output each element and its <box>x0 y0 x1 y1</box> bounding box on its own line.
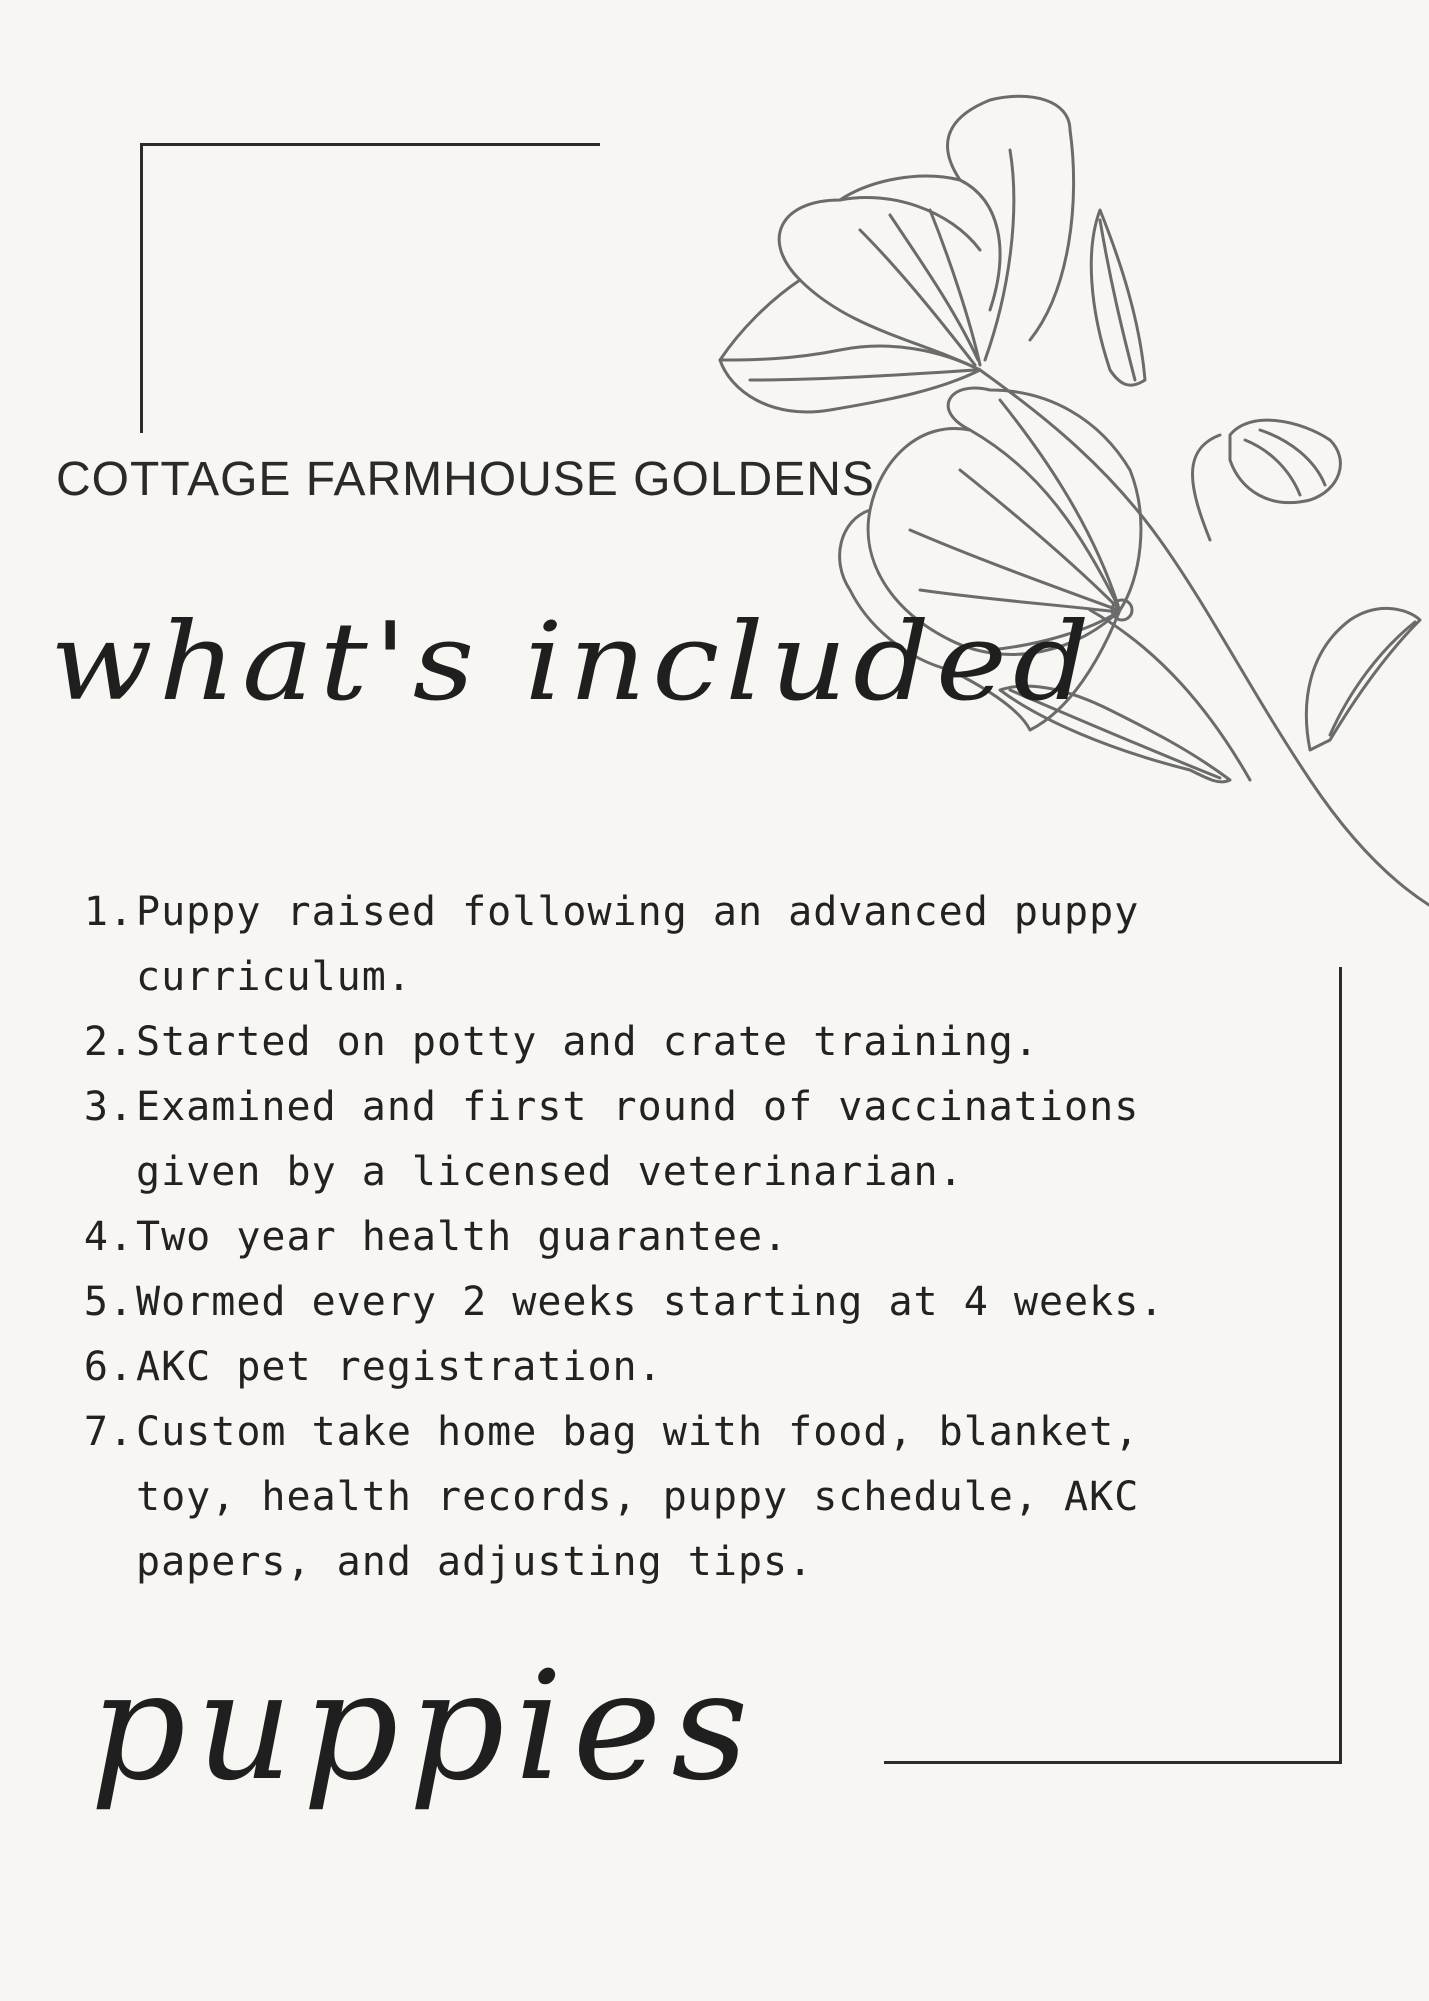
list-item-text: Wormed every 2 weeks starting at 4 weeks. <box>136 1279 1165 1325</box>
frame-bottom-vertical-line <box>1339 967 1342 1764</box>
list-item <box>72 1335 1202 1400</box>
list-item-number: 5. <box>83 1279 134 1325</box>
list-item-text: Puppy raised following an advanced puppy curriculum. <box>136 889 1140 1000</box>
list-item <box>72 1075 1202 1205</box>
list-item-text: Custom take home bag with food, blanket, toy, health records, puppy schedule, AKC papers, and adjusting tips. <box>136 1409 1140 1585</box>
list-item <box>72 880 1202 1010</box>
included-items-list <box>72 880 1202 1595</box>
list-item-number: 1. <box>83 889 134 935</box>
list-item-text: Two year health guarantee. <box>136 1214 789 1260</box>
list-item-text: Started on potty and crate training. <box>136 1019 1039 1065</box>
list-item-number: 7. <box>83 1409 134 1455</box>
list-item <box>72 1400 1202 1595</box>
list-item-number: 2. <box>83 1019 134 1065</box>
frame-bottom-horizontal-line <box>884 1761 1342 1764</box>
frame-top-vertical-line <box>140 143 143 433</box>
section-heading-script: what's included <box>50 600 1096 726</box>
list-item-number: 6. <box>83 1344 134 1390</box>
list-item <box>72 1205 1202 1270</box>
list-item <box>72 1270 1202 1335</box>
list-item-text: AKC pet registration. <box>136 1344 663 1390</box>
brand-title: COTTAGE FARMHOUSE GOLDENS <box>56 453 875 506</box>
list-item-text: Examined and first round of vaccinations given by a licensed veterinarian. <box>136 1084 1140 1195</box>
footer-script-word: puppies <box>90 1640 759 1814</box>
frame-top-horizontal-line <box>140 143 600 146</box>
list-item-number: 3. <box>83 1084 134 1130</box>
list-item-number: 4. <box>83 1214 134 1260</box>
list-item <box>72 1010 1202 1075</box>
